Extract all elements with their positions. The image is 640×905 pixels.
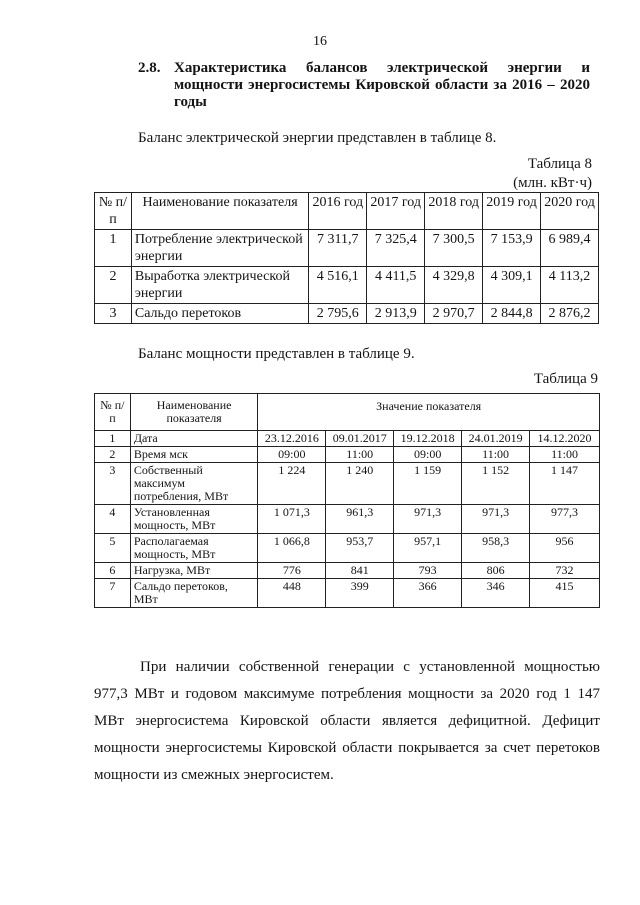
row-value: 448 bbox=[258, 579, 326, 608]
row-value: 971,3 bbox=[462, 505, 530, 534]
table8-header-cell: 2019 год bbox=[483, 193, 541, 230]
row-value: 2 876,2 bbox=[541, 304, 599, 324]
row-value: 2 795,6 bbox=[309, 304, 367, 324]
table9-header-row bbox=[95, 394, 600, 431]
row-value: 19.12.2018 bbox=[394, 431, 462, 447]
page-number: 16 bbox=[313, 34, 327, 49]
row-number: 6 bbox=[95, 563, 131, 579]
table8-header-cell: 2016 год bbox=[309, 193, 367, 230]
row-number: 1 bbox=[95, 230, 132, 267]
table9-header-cell: № п/п bbox=[95, 394, 131, 431]
section-number: 2.8. bbox=[138, 60, 161, 76]
row-value: 4 309,1 bbox=[483, 267, 541, 304]
section-title: Характеристика балансов электрической энергии и мощности энергосистемы Кировской области за 2016 – 2020 годы bbox=[174, 60, 590, 110]
row-name: Нагрузка, МВт bbox=[130, 563, 258, 579]
row-number: 4 bbox=[95, 505, 131, 534]
row-name: Дата bbox=[130, 431, 258, 447]
row-value: 7 153,9 bbox=[483, 230, 541, 267]
table8-caption-block bbox=[513, 155, 592, 193]
row-name: Потребление электрической энергии bbox=[131, 230, 308, 267]
energy-balance-table bbox=[94, 192, 599, 324]
row-number: 3 bbox=[95, 463, 131, 505]
table9-caption: Таблица 9 bbox=[533, 371, 598, 387]
row-value: 11:00 bbox=[326, 447, 394, 463]
row-value: 6 989,4 bbox=[541, 230, 599, 267]
table-row bbox=[95, 579, 600, 608]
row-value: 1 066,8 bbox=[258, 534, 326, 563]
table8-header-cell: № п/п bbox=[95, 193, 132, 230]
table8-header-cell: Наименование показателя bbox=[131, 193, 308, 230]
row-name: Выработка электрической энергии bbox=[131, 267, 308, 304]
table-row bbox=[95, 563, 600, 579]
table-row bbox=[95, 267, 599, 304]
row-value: 1 071,3 bbox=[258, 505, 326, 534]
table8-intro: Баланс электрической энергии представлен в таблице 8. bbox=[138, 130, 497, 146]
row-value: 11:00 bbox=[462, 447, 530, 463]
row-value: 732 bbox=[530, 563, 600, 579]
row-value: 14.12.2020 bbox=[530, 431, 600, 447]
row-value: 957,1 bbox=[394, 534, 462, 563]
row-name: Собственный максимум потребления, МВт bbox=[130, 463, 258, 505]
row-value: 09:00 bbox=[394, 447, 462, 463]
table8-header-cell: 2020 год bbox=[541, 193, 599, 230]
row-name: Сальдо перетоков bbox=[131, 304, 308, 324]
row-number: 1 bbox=[95, 431, 131, 447]
row-value: 1 152 bbox=[462, 463, 530, 505]
conclusion-paragraph: При наличии собственной генерации с установленной мощностью 977,3 МВт и годовом максимуме потребления мощности за 2020 год 1 147 МВт энергосистема Кировской области является дефицитной. Дефицит мощности энергосистемы Кировской области покрывается за счет перетоков мощности из смежных энергосистем. bbox=[94, 659, 600, 783]
row-value: 2 970,7 bbox=[425, 304, 483, 324]
row-value: 346 bbox=[462, 579, 530, 608]
row-value: 958,3 bbox=[462, 534, 530, 563]
row-value: 806 bbox=[462, 563, 530, 579]
row-value: 1 159 bbox=[394, 463, 462, 505]
row-value: 971,3 bbox=[394, 505, 462, 534]
row-number: 5 bbox=[95, 534, 131, 563]
row-value: 415 bbox=[530, 579, 600, 608]
table8-header-row bbox=[95, 193, 599, 230]
row-value: 4 329,8 bbox=[425, 267, 483, 304]
row-name: Установленная мощность, МВт bbox=[130, 505, 258, 534]
table-row bbox=[95, 505, 600, 534]
row-value: 1 224 bbox=[258, 463, 326, 505]
row-value: 776 bbox=[258, 563, 326, 579]
row-value: 11:00 bbox=[530, 447, 600, 463]
row-value: 1 240 bbox=[326, 463, 394, 505]
table-row bbox=[95, 431, 600, 447]
row-value: 23.12.2016 bbox=[258, 431, 326, 447]
row-name: Время мск bbox=[130, 447, 258, 463]
row-number: 3 bbox=[95, 304, 132, 324]
row-number: 7 bbox=[95, 579, 131, 608]
row-number: 2 bbox=[95, 267, 132, 304]
table8-header-cell: 2017 год bbox=[367, 193, 425, 230]
row-value: 7 300,5 bbox=[425, 230, 483, 267]
row-name: Располагаемая мощность, МВт bbox=[130, 534, 258, 563]
row-value: 24.01.2019 bbox=[462, 431, 530, 447]
row-value: 1 147 bbox=[530, 463, 600, 505]
row-value: 399 bbox=[326, 579, 394, 608]
row-value: 2 844,8 bbox=[483, 304, 541, 324]
row-value: 956 bbox=[530, 534, 600, 563]
row-value: 7 311,7 bbox=[309, 230, 367, 267]
row-value: 2 913,9 bbox=[367, 304, 425, 324]
row-value: 961,3 bbox=[326, 505, 394, 534]
table8-header-cell: 2018 год bbox=[425, 193, 483, 230]
row-value: 7 325,4 bbox=[367, 230, 425, 267]
table-row bbox=[95, 534, 600, 563]
row-value: 977,3 bbox=[530, 505, 600, 534]
row-name: Сальдо перетоков, МВт bbox=[130, 579, 258, 608]
table9-header-cell: Наименование показателя bbox=[130, 394, 258, 431]
table9-header-cell: Значение показателя bbox=[258, 394, 600, 431]
row-value: 4 516,1 bbox=[309, 267, 367, 304]
table8-units: (млн. кВт·ч) bbox=[513, 175, 592, 191]
table9-intro: Баланс мощности представлен в таблице 9. bbox=[138, 346, 415, 362]
row-value: 4 411,5 bbox=[367, 267, 425, 304]
table8-caption: Таблица 8 bbox=[527, 156, 592, 172]
table-row bbox=[95, 230, 599, 267]
row-value: 09:00 bbox=[258, 447, 326, 463]
table-row bbox=[95, 463, 600, 505]
row-value: 366 bbox=[394, 579, 462, 608]
row-value: 793 bbox=[394, 563, 462, 579]
table-row bbox=[95, 447, 600, 463]
row-value: 953,7 bbox=[326, 534, 394, 563]
row-number: 2 bbox=[95, 447, 131, 463]
power-balance-table bbox=[94, 393, 600, 608]
row-value: 4 113,2 bbox=[541, 267, 599, 304]
row-value: 841 bbox=[326, 563, 394, 579]
table-row bbox=[95, 304, 599, 324]
row-value: 09.01.2017 bbox=[326, 431, 394, 447]
